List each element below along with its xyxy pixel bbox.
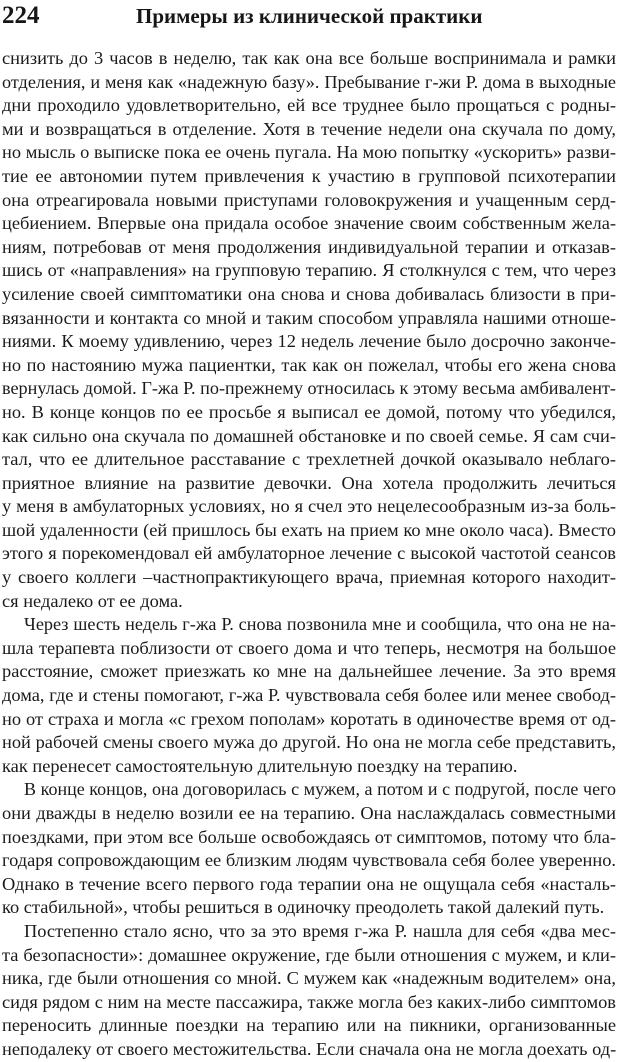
text-line: у меня в амбулаторных условиях, но я счел это нецелесообразным из-за боль- — [2, 496, 616, 517]
paragraph-end-line: ся недалеко от ее дома. — [2, 590, 183, 611]
text-line: ной рабочей смены своего мужа до другой. Но она не могла себе представить, — [2, 732, 616, 753]
text-line: цебиением. Впервые она придала особое значение своим собственным жела- — [2, 213, 616, 234]
text-line: ниями. К моему удивлению, через 12 недель лечение было досрочно закончe- — [2, 331, 616, 352]
text-line: неподалеку от своего местожительства. Если сначала она не могла доехать од- — [2, 1038, 617, 1059]
body-text — [2, 47, 616, 1062]
text-line: как сильно она скучала по домашней обстановке и по своей семье. Я сам счи- — [2, 425, 616, 446]
text-line: но мысль о выписке пока ее очень пугала. На мою попытку «ускорить» разви- — [2, 142, 616, 163]
text-line: ника, где были отношения со мной. С мужем как «надежным водителем» она, — [2, 968, 616, 989]
text-line: та безопасности»: домашнее окружение, где были отношения с мужем, и кли- — [2, 944, 616, 965]
text-line: дни проходило удовлетворительно, ей все труднее было прощаться с родны- — [2, 95, 616, 116]
text-line: отделения, и меня как «надежную базу». Пребывание г-жи Р. дома в выходные — [2, 71, 616, 92]
text-line: сидя рядом с ним на месте пассажира, также могла без каких-либо симптомов — [2, 991, 616, 1012]
text-line: но от страха и могла «с грехом пополам» коротать в одиночестве время от од- — [2, 708, 616, 729]
text-line: ниям, потребовав от меня продолжения индивидуальной терапии и отказав- — [2, 236, 616, 257]
text-line: ми и возвращаться в отделение. Хотя в течение недели она скучала по дому, — [2, 118, 616, 139]
text-line: но. В конце концов по ее просьбе я выписал ее домой, потому что убедился, — [2, 401, 616, 422]
text-line: поездками, при этом все больше освобождаясь от симптомов, потому что бла- — [2, 826, 616, 847]
text-line: усиление своей симптоматики она снова и снова добивалась близости в при- — [2, 283, 616, 304]
text-line: но по настоянию мужа пациентки, так как он пожелал, чтобы его жена снова — [2, 354, 616, 375]
text-line: этого я порекомендовал ей амбулаторное лечение с высокой частотой сеансов — [2, 543, 616, 564]
paragraph-start-line: Через шесть недель г-жа Р. снова позвонила мне и сообщила, что она не на- — [24, 614, 616, 635]
paragraph-start-line: Постепенно стало ясно, что за это время г-жа Р. нашла для себя «два мес- — [24, 920, 616, 941]
text-line: переносить длинные поездки на терапию или на пикники, организованные — [2, 1015, 616, 1036]
page-number: 224 — [2, 2, 40, 29]
paragraph-end-line: как перенесет самостоятельную длительную поездку на терапию. — [2, 755, 518, 776]
text-line: шла терапевта поблизости от своего дома и что теперь, несмотря на большое — [2, 637, 616, 658]
text-line: вернулась домой. Г-жа Р. по-прежнему относилась к этому весьма амбивалент- — [2, 378, 616, 399]
text-line: приятное влияние на развитие девочки. Она хотела продолжить лечиться — [2, 472, 616, 493]
text-line: годаря сопровождающим ее близким людям чувствовала себя более уверенно. — [2, 850, 616, 871]
text-line: шись от «направления» на групповую терапию. Я столкнулся с тем, что через — [2, 260, 616, 281]
text-line: снизить до 3 часов в неделю, так как она все больше воспринимала и рамки — [2, 48, 616, 68]
text-line: дома, где и стены помогают, г-жа Р. чувствовала себя более или менее свобод- — [2, 685, 616, 706]
text-line: шой удаленности (ей пришлось бы ехать на прием ко мне около часа). Вместо — [2, 519, 616, 540]
text-line: тал, что ее длительное расставание с трехлетней дочкой оказывало неблаго- — [2, 449, 616, 470]
text-line: они дважды в неделю возили ее на терапию. Она наслаждалась совместными — [2, 803, 616, 823]
text-line: тие ее автономии путем привлечения к участию в групповой психотерапии — [2, 165, 616, 186]
paragraph-end-line: ко стабильной», чтобы решиться в одиночку преодолеть такой далекий путь. — [2, 897, 605, 918]
text-line: вязанности и контакта со мной и таким способом управляла нашими отноше- — [2, 307, 616, 328]
text-line: Однако в течение всего первого года терапии она не ощущала себя «насталь- — [2, 873, 616, 894]
text-line: расстояние, сможет приезжать ко мне на дальнейшее лечение. За это время — [2, 661, 616, 682]
running-title: Примеры из клинической практики — [136, 4, 483, 28]
page-header — [0, 0, 620, 36]
text-line: у своего коллеги –частнопрактикующего врача, приемная которого находит- — [2, 567, 616, 588]
paragraph-start-line: В конце концов, она договорилась с мужем, а потом и с подругой, после чего — [24, 779, 616, 800]
text-line: она отреагировала новыми приступами головокружения и учащенным серд- — [2, 189, 616, 210]
